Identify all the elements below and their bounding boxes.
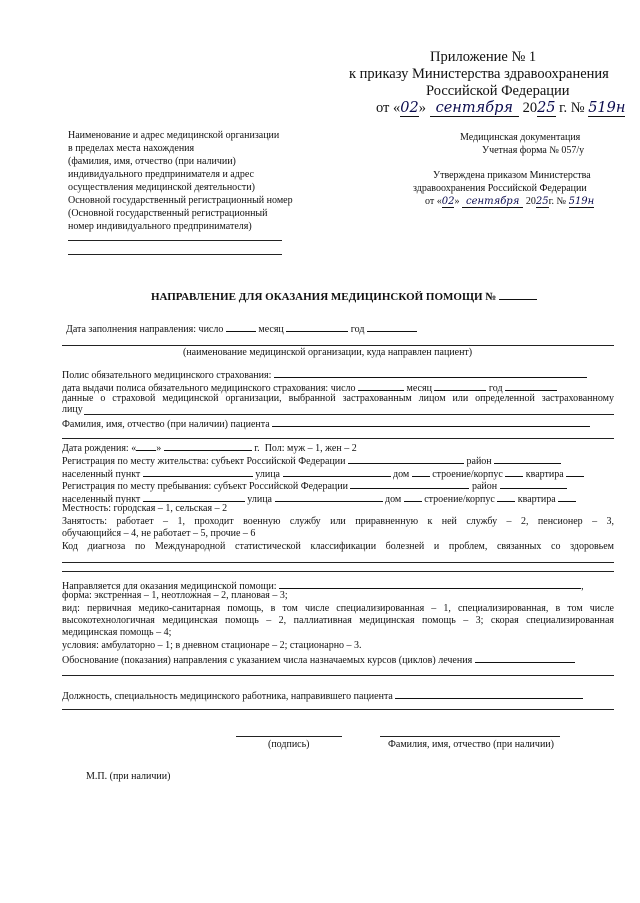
doc-type: Медицинская документация: [460, 132, 581, 143]
birth-g: г.: [254, 443, 260, 454]
care-kind-line-1: вид: первичная медико-санитарная помощь, в том числе специализированная – 1, специализированная, в том числе: [62, 603, 614, 614]
order-line-1: к приказу Министерства здравоохранения: [349, 66, 609, 82]
policy-month-label: месяц: [406, 383, 432, 394]
signer-name-caption: Фамилия, имя, отчество (при наличии): [388, 739, 554, 750]
apartment-label: квартира: [525, 469, 564, 480]
left-line-7: (Основной государственный регистрационный: [68, 208, 268, 219]
building-field[interactable]: [505, 466, 523, 477]
stay-settlement-field[interactable]: [143, 491, 245, 502]
icd-field-2[interactable]: [62, 571, 614, 572]
stay-building-field[interactable]: [497, 491, 515, 502]
care-kind-line-3: медицинская помощь – 4;: [62, 627, 172, 638]
date-month-handwritten: сентября: [430, 100, 519, 117]
care-kind-line-2: высокотехнологичная медицинская помощь – 2, паллиативная медицинская помощь – 3; скорая специализированная: [62, 615, 614, 626]
date-year-pre: 20: [522, 100, 538, 116]
reg-res-district-field[interactable]: [494, 453, 561, 464]
fio-label: Фамилия, имя, отчество (при наличии) пациента: [62, 419, 270, 430]
policy-label: Полис обязательного медицинского страхования:: [62, 370, 272, 381]
left-line-2: в пределах места нахождения: [68, 143, 195, 154]
stay-street-field[interactable]: [275, 491, 383, 502]
street-label: улица: [255, 469, 280, 480]
position-row: [62, 688, 583, 703]
signer-name-line[interactable]: [380, 736, 560, 737]
insurer-line-1: данные о страховой медицинской организации, выбранной застрахованным лицом или определенной застрахованному: [62, 393, 614, 404]
street-field[interactable]: [283, 466, 391, 477]
fill-year-label: год: [350, 324, 365, 335]
r-order-number-handwritten: 519н: [568, 196, 595, 207]
order-date-line: [376, 100, 625, 117]
approved-line-1: Утверждена приказом Министерства: [433, 170, 591, 181]
fill-year-field[interactable]: [367, 321, 417, 332]
insurer-line-2-row: [62, 404, 83, 416]
birth-day-field[interactable]: [136, 440, 156, 451]
fill-month-label: месяц: [258, 324, 284, 335]
signature-line[interactable]: [236, 736, 342, 737]
care-conditions: условия: амбулаторно – 1; в дневном стационаре – 2; стационарно – 3.: [62, 640, 362, 651]
stamp-label: М.П. (при наличии): [86, 771, 171, 782]
reg-stay-label: Регистрация по месту пребывания: субъект Российской Федерации: [62, 481, 348, 492]
stay-house-field[interactable]: [404, 491, 422, 502]
page-title: [151, 289, 537, 304]
insurer-line-2: лицу: [62, 404, 83, 415]
fill-day-field[interactable]: [226, 321, 256, 332]
r-date-day-handwritten: 02: [441, 196, 455, 207]
reg-stay-district-field[interactable]: [500, 478, 567, 489]
care-form: форма: экстренная – 1, неотложная – 2, плановая – 3;: [62, 590, 288, 601]
r-date-year-post: г. №: [548, 196, 567, 207]
icd-label: Код диагноза по Международной статистической классификации болезней и проблем, связанных со здоровьем: [62, 541, 614, 552]
r-date-year-pre: 20: [525, 196, 536, 207]
fill-date-label: Дата заполнения направления: число: [66, 324, 224, 335]
left-line-8: номер индивидуального предпринимателя): [68, 221, 252, 232]
justification-field-2[interactable]: [62, 675, 614, 676]
birth-label: Дата рождения: «: [62, 443, 137, 454]
org-name-line-1[interactable]: [68, 240, 282, 241]
left-line-4: индивидуального предпринимателя и адрес: [68, 169, 254, 180]
order-line-2: Российской Федерации: [426, 83, 570, 99]
directed-label: Направляется для оказания медицинской помощи:: [62, 581, 277, 592]
position-field[interactable]: [395, 688, 583, 699]
reg-res-label: Регистрация по месту жительства: субъект Российской Федерации: [62, 456, 346, 467]
approved-date-line: [425, 195, 594, 208]
target-org-caption: (наименование медицинской организации, куда направлен пациент): [183, 347, 473, 358]
r-date-year-handwritten: 25: [535, 196, 549, 207]
fio-field-2[interactable]: [62, 438, 614, 439]
r-date-prefix: от «: [425, 196, 442, 207]
signature-caption: (подпись): [268, 739, 310, 750]
policy-year-label: год: [488, 383, 503, 394]
policy-year-field[interactable]: [505, 380, 557, 391]
left-line-3: (фамилия, имя, отчество (при наличии): [68, 156, 236, 167]
r-date-month-handwritten: сентября: [462, 196, 523, 208]
left-line-1: Наименование и адрес медицинской организации: [68, 130, 280, 141]
referral-number-field[interactable]: [499, 289, 537, 300]
reg-stay-district-label: район: [471, 481, 498, 492]
fill-date-row: [66, 321, 417, 336]
position-field-2[interactable]: [62, 709, 614, 710]
stay-house-label: дом: [385, 494, 402, 505]
stay-building-label: строение/корпус: [424, 494, 495, 505]
birth-mid: »: [156, 443, 162, 454]
left-line-5: осуществления медицинской деятельности): [68, 182, 255, 193]
date-prefix: от «: [376, 100, 401, 116]
reg-stay-subject-field[interactable]: [350, 478, 469, 489]
directed-field[interactable]: [279, 578, 581, 589]
fio-field[interactable]: [272, 416, 590, 427]
locality: Местность: городская – 1, сельская – 2: [62, 503, 228, 514]
house-field[interactable]: [412, 466, 430, 477]
left-line-6: Основной государственный регистрационный номер: [68, 195, 293, 206]
stay-settlement-label: населенный пункт: [62, 494, 141, 505]
policy-month-field[interactable]: [434, 380, 486, 391]
title-text: НАПРАВЛЕНИЕ ДЛЯ ОКАЗАНИЯ МЕДИЦИНСКОЙ ПОМОЩИ №: [151, 291, 497, 303]
fio-row: [62, 416, 590, 431]
employment-line-1: Занятость: работает – 1, проходит военную службу или приравненную к ней службу – 2, пенсионер – 3,: [62, 516, 614, 527]
employment-line-2: обучающийся – 4, не работает – 5, прочие – 6: [62, 528, 256, 539]
building-label: строение/корпус: [432, 469, 503, 480]
org-name-line-2[interactable]: [68, 254, 282, 255]
justification-label: Обоснование (показания) направления с указанием числа назначаемых курсов (циклов) лечения: [62, 655, 473, 666]
apartment-field[interactable]: [566, 466, 584, 477]
form-number: Учетная форма № 057/у: [482, 145, 585, 156]
settlement-field[interactable]: [143, 466, 253, 477]
fill-month-field[interactable]: [286, 321, 348, 332]
justification-row: [62, 652, 575, 667]
stay-street-label: улица: [247, 494, 272, 505]
position-label: Должность, специальность медицинского работника, направившего пациента: [62, 691, 393, 702]
stay-apartment-label: квартира: [517, 494, 556, 505]
date-year-post: г. №: [555, 100, 585, 116]
date-day-handwritten: 02: [400, 100, 419, 116]
date-mid: »: [418, 100, 426, 116]
directed-comma: ,: [581, 581, 584, 592]
icd-field-1[interactable]: [62, 562, 614, 563]
appendix-title: Приложение № 1: [430, 49, 537, 65]
insurer-field[interactable]: [84, 414, 614, 415]
left-block: [68, 129, 293, 233]
justification-field[interactable]: [475, 652, 575, 663]
order-number-handwritten: 519н: [588, 100, 626, 116]
house-label: дом: [393, 469, 410, 480]
r-date-mid: »: [454, 196, 460, 207]
sex-label: Пол: муж – 1, жен – 2: [264, 443, 357, 454]
policy-day-field[interactable]: [358, 380, 404, 391]
date-year-handwritten: 25: [537, 100, 556, 116]
settlement-label: населенный пункт: [62, 469, 141, 480]
policy-date-label: дата выдачи полиса обязательного медицинского страхования: число: [62, 383, 356, 394]
approved-line-2: здравоохранения Российской Федерации: [413, 183, 587, 194]
policy-field[interactable]: [274, 367, 587, 378]
target-org-line[interactable]: [62, 345, 614, 346]
stay-apartment-field[interactable]: [558, 491, 576, 502]
birth-month-year-field[interactable]: [164, 440, 252, 451]
reg-res-district-label: район: [466, 456, 492, 467]
reg-res-subject-field[interactable]: [348, 453, 464, 464]
